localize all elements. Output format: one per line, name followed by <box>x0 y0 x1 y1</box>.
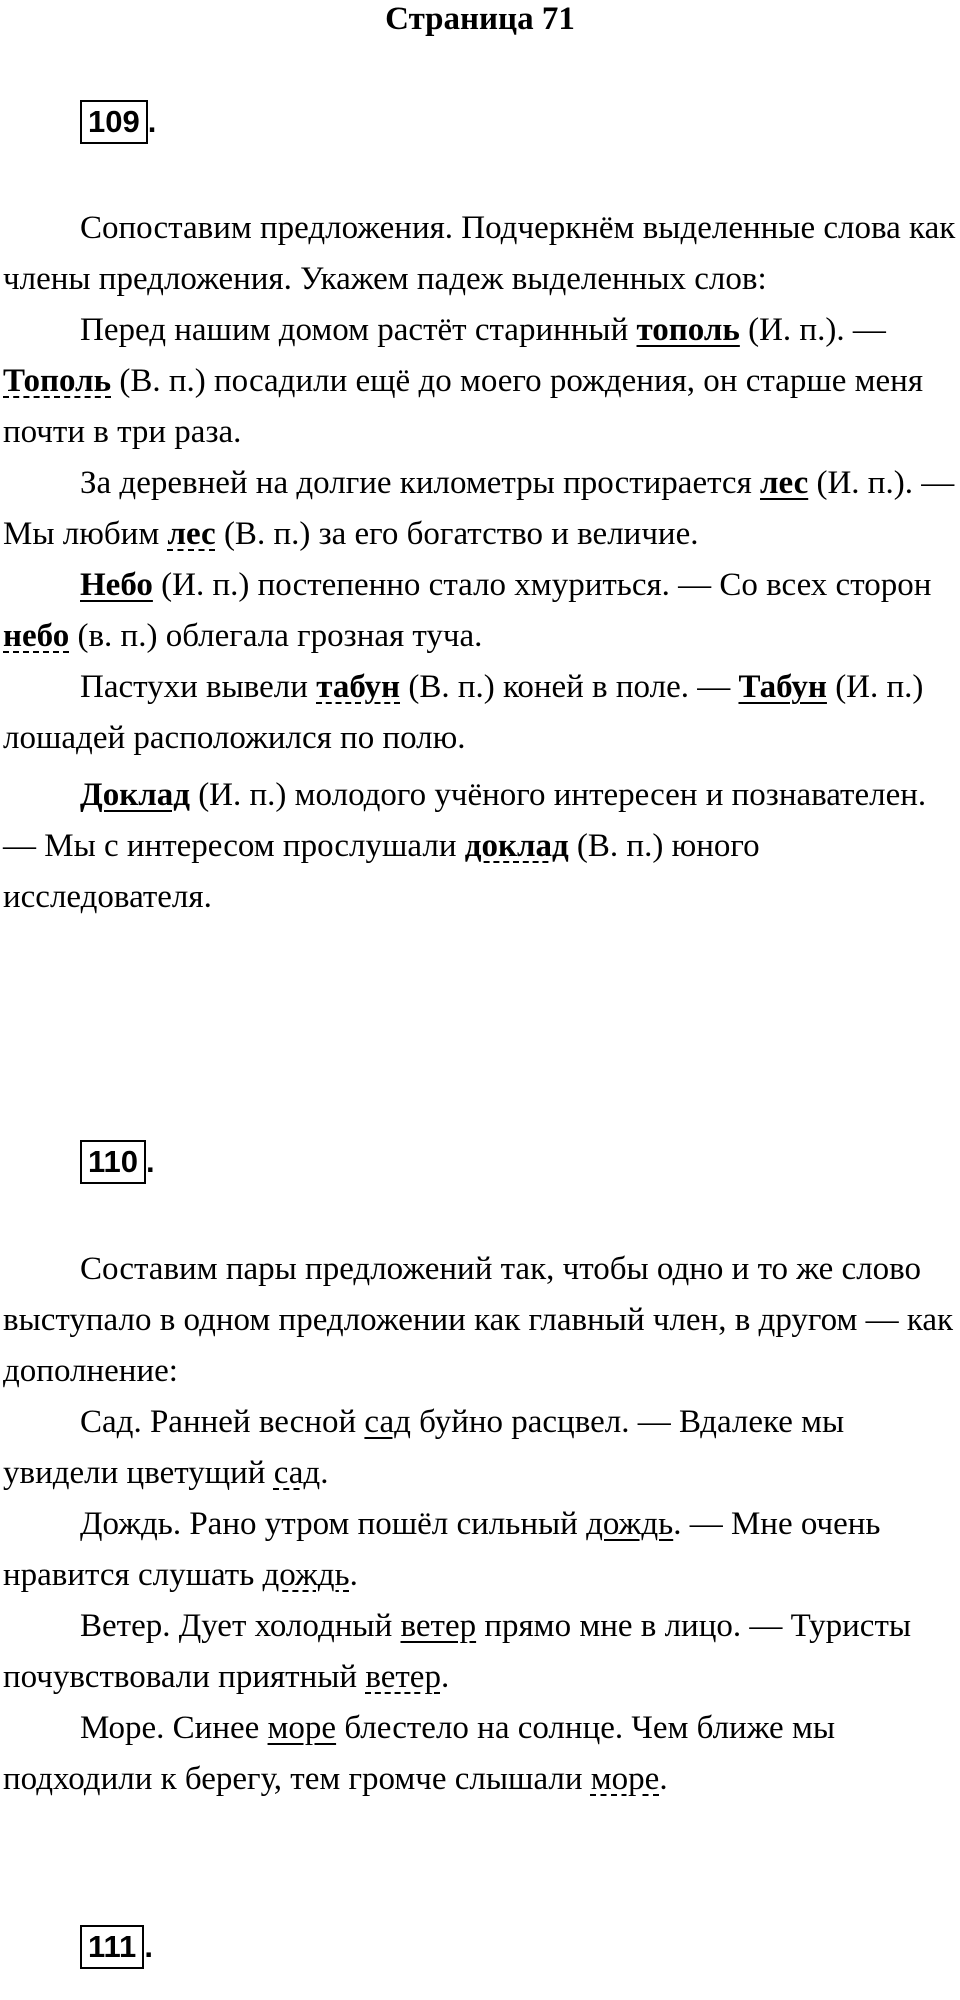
object-word: дождь <box>262 1557 350 1593</box>
text: Дождь. Рано утром пошёл сильный <box>80 1506 587 1542</box>
paragraph <box>0 560 960 662</box>
paragraph <box>0 1601 960 1703</box>
text: . <box>659 1761 668 1797</box>
text: . <box>349 1557 358 1593</box>
text: прямо мне в лицо. — Туристы почувствовали приятный <box>3 1608 912 1695</box>
subject-word: тополь <box>636 312 740 348</box>
text: буйно расцвел. — Вдалеке мы увидели цветущий <box>3 1404 845 1491</box>
paragraph <box>0 458 960 560</box>
text: блестело на солнце. Чем ближе мы подходили к берегу, тем громче слышали <box>3 1710 836 1797</box>
paragraph <box>0 770 960 923</box>
text: . <box>440 1659 450 1695</box>
text: (И. п.). — Мы любим <box>3 465 955 552</box>
object-word: море <box>590 1761 660 1797</box>
text: (в. п.) облегала грозная туча. <box>69 618 483 654</box>
exercise-110-number <box>80 1140 155 1184</box>
subject-word: море <box>267 1710 337 1746</box>
exercise-109-text <box>0 203 960 923</box>
text: . — Мне очень нравится слушать <box>3 1506 881 1593</box>
exercise-111-number <box>80 1925 153 1969</box>
exercise-number-dot: . <box>146 1144 155 1179</box>
text: Составим пары предложений так, чтобы одно и то же слово выступало в одном предложении как главный член, в другом — как дополнение: <box>3 1251 954 1389</box>
text: Сад. Ранней весной <box>80 1404 365 1440</box>
object-word: доклад <box>464 828 569 864</box>
object-word: Тополь <box>3 363 112 399</box>
text: За деревней на долгие километры простирается <box>80 465 760 501</box>
paragraph <box>0 1703 960 1805</box>
subject-word: Табун <box>738 669 827 705</box>
text: Перед нашим домом растёт старинный <box>80 312 637 348</box>
text: (В. п.) юного исследователя. <box>3 828 760 915</box>
page-title: Страница 71 <box>385 1 575 37</box>
text: (И. п.) постепенно стало хмуриться. — Со всех сторон <box>152 567 932 603</box>
text: Море. Синее <box>80 1710 268 1746</box>
object-word: сад <box>273 1455 321 1491</box>
text: . <box>320 1455 329 1491</box>
exercise-109-number <box>80 100 156 144</box>
text: (В. п.) коней в поле. — <box>400 669 739 705</box>
exercise-number-dot: . <box>144 1929 153 1964</box>
paragraph <box>0 203 960 305</box>
exercise-number-box: 109 <box>80 100 148 144</box>
text: (И. п.). — <box>739 312 886 348</box>
text: Пастухи вывели <box>80 669 317 705</box>
exercise-number-box: 110 <box>80 1140 146 1184</box>
paragraph <box>0 662 960 764</box>
object-word: небо <box>3 618 70 654</box>
object-word: ветер <box>365 1659 441 1695</box>
text: (И. п.) молодого учёного интересен и познавателен. — Мы с интересом прослушали <box>3 777 927 864</box>
paragraph <box>0 1499 960 1601</box>
text: Ветер. Дует холодный <box>80 1608 401 1644</box>
text: (В. п.) посадили ещё до моего рождения, он старше меня почти в три раза. <box>3 363 923 450</box>
text: Сопоставим предложения. Подчеркнём выделенные слова как члены предложения. Укажем падеж выделенных слов: <box>3 210 956 297</box>
text: (В. п.) за его богатство и величие. <box>215 516 699 552</box>
object-word: табун <box>316 669 401 705</box>
exercise-number-box: 111 <box>80 1925 144 1969</box>
text: (И. п.) лошадей расположился по полю. <box>3 669 924 756</box>
subject-word: Доклад <box>80 777 190 813</box>
exercise-number-dot: . <box>147 104 157 139</box>
paragraph <box>0 305 960 458</box>
object-word: лес <box>167 516 216 552</box>
subject-word: лес <box>760 465 809 501</box>
subject-word: сад <box>364 1404 411 1440</box>
subject-word: ветер <box>400 1608 477 1644</box>
exercise-110-text <box>0 1244 960 1805</box>
paragraph <box>0 1244 960 1397</box>
paragraph <box>0 1397 960 1499</box>
subject-word: дождь <box>586 1506 674 1542</box>
subject-word: Небо <box>80 567 153 603</box>
